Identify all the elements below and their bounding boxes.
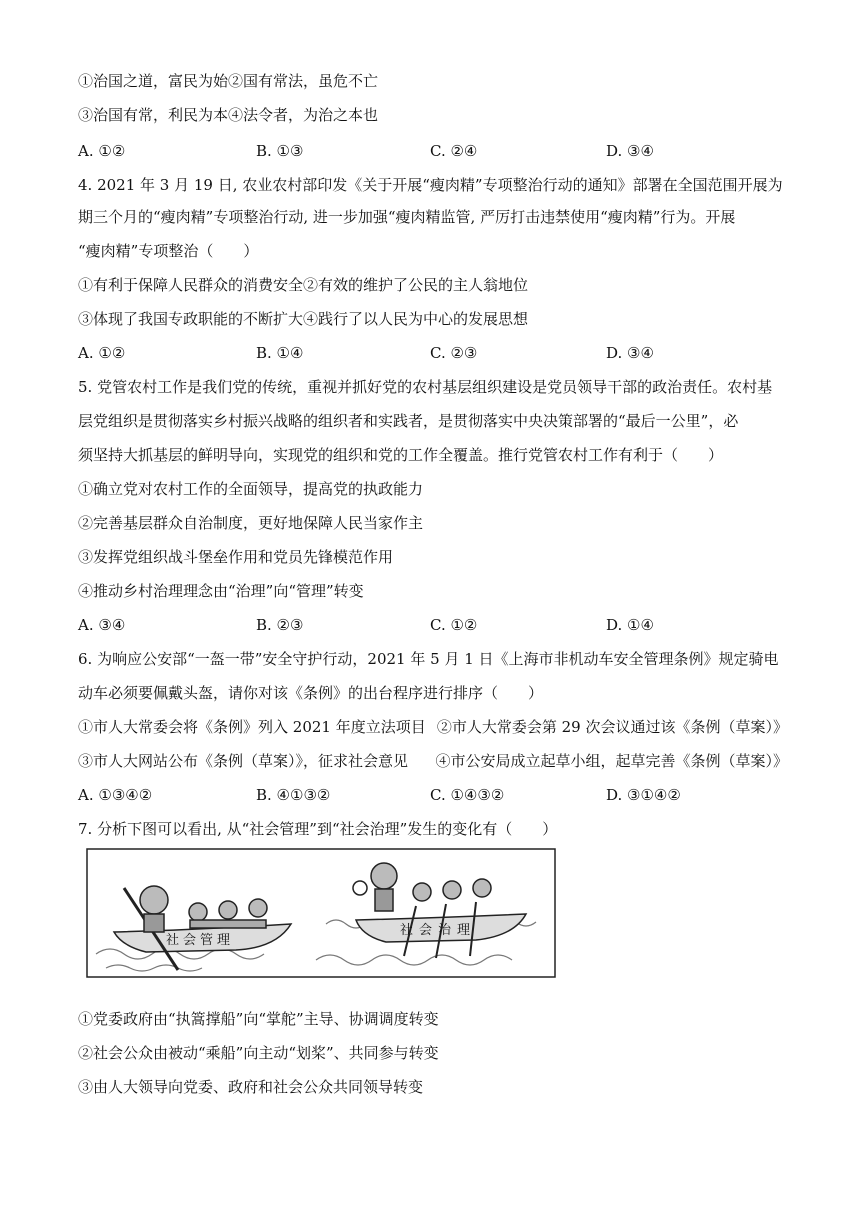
q6-statements-row-2 (78, 750, 788, 772)
q7-statement-2: ②社会公众由被动“乘船”向主动“划桨”、共同参与转变 (78, 1044, 439, 1062)
option-c[interactable]: C. ①④③② (430, 786, 505, 804)
boat-cartoon-illustration (86, 848, 556, 978)
q5-stem-line-3: 须坚持大抓基层的鲜明导向，实现党的组织和党的工作全覆盖。推行党管农村工作有利于（ ） (78, 446, 724, 464)
q4-statement-2: ③体现了我国专政职能的不断扩大④践行了以人民为中心的发展思想 (78, 310, 529, 328)
q4-options (78, 342, 798, 364)
option-a[interactable]: A. ③④ (78, 616, 126, 634)
q5-statement-3: ③发挥党组织战斗堡垒作用和党员先锋模范作用 (78, 548, 394, 566)
option-c[interactable]: C. ①② (430, 616, 478, 634)
q6-options (78, 784, 798, 806)
q5-statement-1: ①确立党对农村工作的全面领导，提高党的执政能力 (78, 480, 424, 498)
q4-statement-1: ①有利于保障人民群众的消费安全②有效的维护了公民的主人翁地位 (78, 276, 529, 294)
option-b[interactable]: B. ②③ (256, 616, 304, 634)
q5-statement-2: ②完善基层群众自治制度，更好地保障人民当家作主 (78, 514, 424, 532)
q4-stem-line-3: “瘦肉精”专项整治（ ） (78, 242, 259, 260)
q5-statement-4: ④推动乡村治理理念由“治理”向“管理”转变 (78, 582, 364, 600)
option-a[interactable]: A. ①② (78, 344, 126, 362)
q5-stem-line-2: 层党组织是贯彻落实乡村振兴战略的组织者和实践者，是贯彻落实中央决策部署的“最后一公里”，必 (78, 412, 739, 430)
option-a[interactable]: A. ①② (78, 142, 126, 160)
q5-stem-line-1: 5. 党管农村工作是我们党的传统，重视并抓好党的农村基层组织建设是党员领导干部的政治责任。农村基 (78, 378, 773, 396)
q6-stem-line-2: 动车必须要佩戴头盔，请你对该《条例》的出台程序进行排序（ ） (78, 684, 544, 702)
q7-statement-1: ①党委政府由“执篙撑船”向“掌舵”主导、协调调度转变 (78, 1010, 439, 1028)
option-c[interactable]: C. ②④ (430, 142, 478, 160)
right-boat-label: 社会治理 (400, 923, 477, 938)
q6-statement-1: ①市人大常委会将《条例》列入 2021 年度立法项目 (78, 718, 426, 736)
q6-stem-line-1: 6. 为响应公安部“一盔一带”安全守护行动，2021 年 5 月 1 日《上海市非机动车安全管理条例》规定骑电 (78, 650, 779, 668)
option-b[interactable]: B. ①④ (256, 344, 304, 362)
option-b[interactable]: B. ④①③② (256, 786, 331, 804)
option-d[interactable]: D. ③①④② (606, 786, 681, 804)
q3-options (78, 140, 798, 162)
option-d[interactable]: D. ①④ (606, 616, 654, 634)
q6-statements-row-1 (78, 716, 788, 738)
option-b[interactable]: B. ①③ (256, 142, 304, 160)
option-a[interactable]: A. ①③④② (78, 786, 153, 804)
q6-statement-3: ③市人大网站公布《条例（草案）》，征求社会意见 (78, 752, 409, 770)
q3-statement-1: ①治国之道，富民为始②国有常法，虽危不亡 (78, 72, 379, 90)
q6-statement-2: ②市人大常委会第 29 次会议通过该《条例（草案）》 (436, 718, 788, 736)
left-boat-label: 社会管理 (166, 933, 235, 948)
option-d[interactable]: D. ③④ (606, 142, 654, 160)
q5-options (78, 614, 798, 636)
q3-statement-2: ③治国有常，利民为本④法令者，为治之本也 (78, 106, 379, 124)
q7-stem: 7. 分析下图可以看出, 从“社会管理”到“社会治理”发生的变化有（ ） (78, 820, 558, 838)
option-d[interactable]: D. ③④ (606, 344, 654, 362)
option-c[interactable]: C. ②③ (430, 344, 478, 362)
q6-statement-4: ④市公安局成立起草小组，起草完善《条例（草案）》 (435, 752, 788, 770)
boat-cartoon-figure (86, 848, 556, 978)
q4-stem-line-1: 4. 2021 年 3 月 19 日, 农业农村部印发《关于开展“瘦肉精”专项整治行动的通知》部署在全国范围开展为 (78, 176, 783, 194)
q7-statement-3: ③由人大领导向党委、政府和社会公众共同领导转变 (78, 1078, 424, 1096)
q4-stem-line-2: 期三个月的“瘦肉精”专项整治行动, 进一步加强“瘦肉精监管, 严厉打击违禁使用“瘦肉精”行为。开展 (78, 208, 736, 226)
